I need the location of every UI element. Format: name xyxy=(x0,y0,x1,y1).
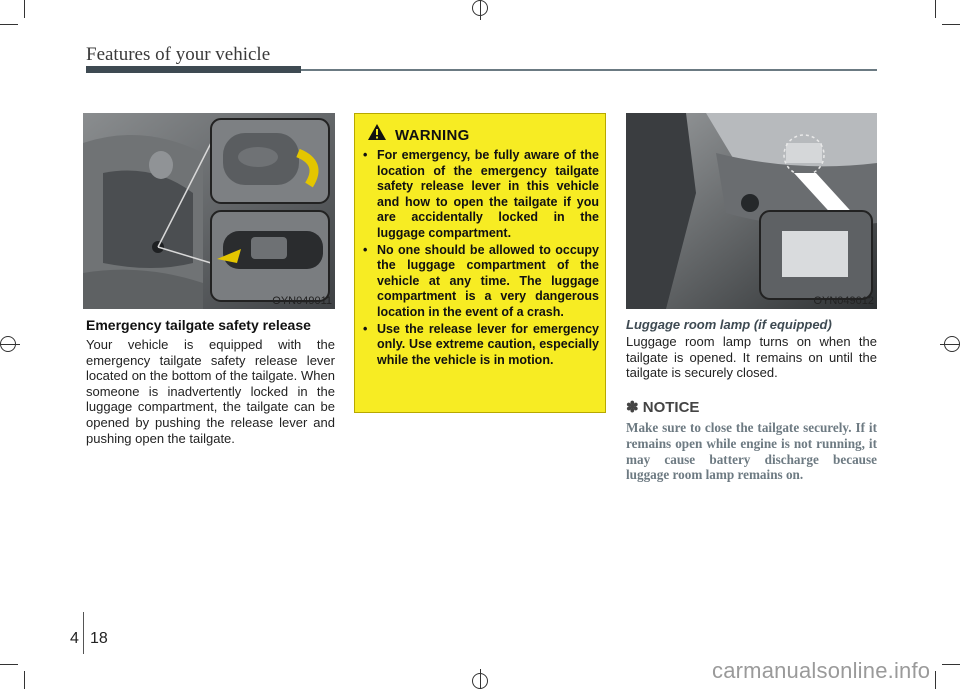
warning-list xyxy=(363,148,599,369)
page-header-title: Features of your vehicle xyxy=(86,44,271,65)
warning-item: • Use the release lever for emergency only. Use extreme caution, especially while the vehicle is in motion. xyxy=(363,321,599,367)
notice-star-icon: ✽ xyxy=(626,399,639,416)
tailgate-illustration-graphic xyxy=(83,113,335,309)
left-figure-caption: OYN049011 xyxy=(272,295,332,307)
header-rule-thin xyxy=(301,69,877,71)
warning-title: WARNING xyxy=(395,127,470,144)
right-figure-caption: OYN049012 xyxy=(813,295,874,307)
luggage-lamp-heading: Luggage room lamp (if equipped) xyxy=(626,317,832,332)
page-number: 18 xyxy=(90,630,108,647)
warning-item: • No one should be allowed to occupy the luggage compartment of the vehicle at any time. The luggage compartment is a very dangerous location in the event of a crash. xyxy=(363,242,599,319)
warning-triangle-icon xyxy=(367,123,387,141)
luggage-lamp-illustration xyxy=(626,113,877,309)
tailgate-release-illustration xyxy=(83,113,335,309)
tailgate-release-body: Your vehicle is equipped with the emergency tailgate safety release lever located on the bottom of the tailgate. When someone is inadvertently locked in the luggage compartment, the tailgate can be opened by pushing the release lever and pushing open the tailgate. xyxy=(86,337,335,446)
page-number-divider xyxy=(83,612,84,654)
tailgate-release-heading: Emergency tailgate safety release xyxy=(86,317,311,333)
warning-box xyxy=(354,113,606,413)
luggage-lamp-graphic xyxy=(626,113,877,309)
luggage-lamp-body: Luggage room lamp turns on when the tailgate is opened. It remains on until the tailgate is securely closed. xyxy=(626,334,877,381)
notice-title: NOTICE xyxy=(642,399,700,416)
notice-heading xyxy=(626,398,699,416)
warning-item: • For emergency, be fully aware of the location of the emergency tailgate safety release lever in this vehicle and how to open the tailgate if you are accidentally locked in the luggage compartment. xyxy=(363,148,599,240)
chapter-number: 4 xyxy=(70,630,79,647)
header-rule xyxy=(86,66,301,73)
site-watermark: carmanualsonline.info xyxy=(712,658,931,683)
notice-body: Make sure to close the tailgate securely. If it remains open while engine is not running, it may cause battery discharge because luggage room lamp remains on. xyxy=(626,420,877,483)
